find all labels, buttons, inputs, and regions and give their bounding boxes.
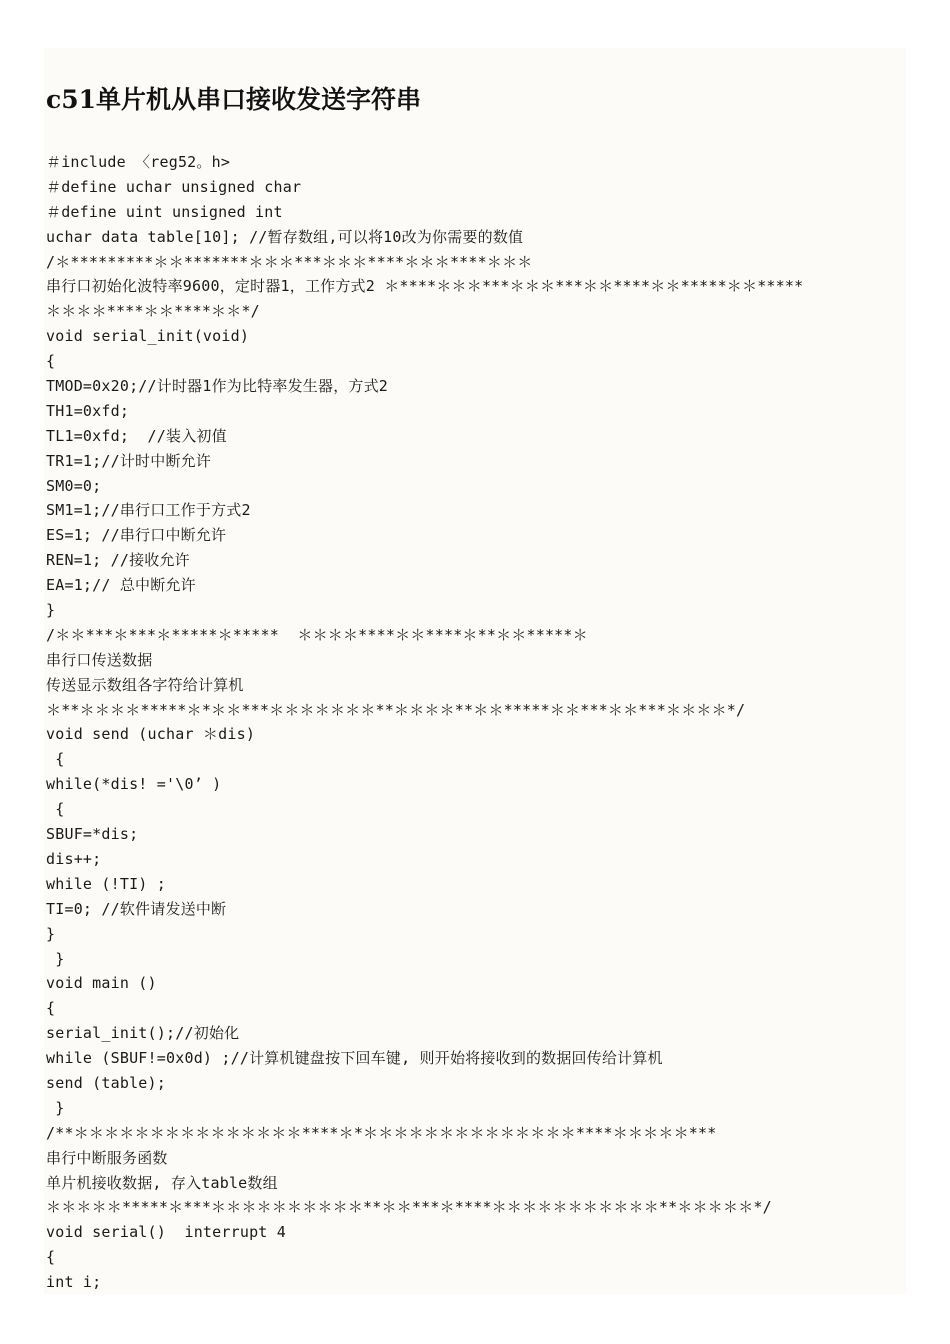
code-line: int i;	[46, 1273, 102, 1292]
code-line: TR1=1;//计时中断允许	[46, 451, 212, 470]
code-line: /**＊＊＊＊＊＊＊＊＊＊＊＊＊＊＊****＊*＊＊＊＊＊＊＊＊＊＊＊＊＊＊****＊＊＊＊＊***	[46, 1123, 717, 1142]
code-line: void serial_init(void)	[46, 327, 250, 346]
code-line: 串行口初始化波特率9600，定时器1，工作方式2 ＊****＊＊＊***＊＊＊***＊＊****＊＊*****＊＊*****	[46, 277, 804, 296]
code-line: SBUF=*dis;	[46, 825, 139, 844]
code-line: ＃include 〈reg52。h>	[46, 153, 231, 171]
code-block	[46, 150, 803, 1294]
code-line: {	[46, 999, 56, 1018]
code-line: EA=1;// 总中断允许	[46, 576, 196, 595]
code-line: TI=0; //软件请发送中断	[46, 899, 227, 918]
document-page	[44, 48, 906, 1294]
code-line: }	[46, 924, 56, 943]
code-line: 传送显示数组各字符给计算机	[46, 675, 244, 694]
code-line: SM1=1;//串行口工作于方式2	[46, 501, 251, 520]
code-line: void serial() interrupt 4	[46, 1223, 286, 1242]
code-line: }	[46, 949, 65, 968]
code-line: 串行中断服务函数	[46, 1148, 168, 1167]
code-line: while(*dis! ='\0’ )	[46, 775, 222, 794]
code-line: while (!TI) ;	[46, 874, 166, 893]
code-line: SM0=0;	[46, 476, 102, 495]
code-line: {	[46, 800, 65, 819]
code-line: }	[46, 601, 56, 620]
code-line: {	[46, 352, 56, 371]
document-title: c51单片机从串口接收发送字符串	[46, 85, 422, 114]
code-line: while (SBUF!=0x0d) ;//计算机键盘按下回车键, 则开始将接收到的数据回传给计算机	[46, 1049, 663, 1068]
code-line: REN=1; //接收允许	[46, 551, 190, 570]
code-line: ＊＊＊＊****＊＊****＊＊*/	[46, 302, 260, 321]
code-line: TMOD=0x20;//计时器1作为比特率发生器，方式2	[46, 377, 389, 396]
code-line: /＊*********＊＊*******＊＊＊***＊＊＊****＊＊＊****＊＊＊	[46, 252, 533, 271]
code-line: ＃define uint unsigned int	[46, 202, 283, 221]
code-line: serial_init();//初始化	[46, 1024, 240, 1043]
code-line: {	[46, 750, 65, 769]
code-line: TH1=0xfd;	[46, 401, 130, 420]
code-line: ＊**＊＊＊＊*****＊*＊＊***＊＊＊＊＊＊＊**＊＊＊＊**＊＊*****＊＊***＊＊***＊＊＊＊*/	[46, 700, 746, 719]
code-line: 串行口传送数据	[46, 650, 153, 669]
code-line: /＊＊***＊***＊*****＊***** ＊＊＊＊****＊＊****＊**＊＊*****＊	[46, 625, 588, 644]
code-line: ES=1; //串行口中断允许	[46, 526, 227, 545]
code-line: ＊＊＊＊＊*****＊***＊＊＊＊＊＊＊＊＊＊**＊＊***＊****＊＊＊＊＊＊＊＊＊＊＊**＊＊＊＊＊*/	[46, 1198, 772, 1217]
code-line: }	[46, 1098, 65, 1117]
code-line: uchar data table[10]; //暂存数组,可以将10改为你需要的数值	[46, 227, 524, 246]
code-line: send (table);	[46, 1073, 166, 1092]
code-line: 单片机接收数据, 存入table数组	[46, 1173, 278, 1192]
code-line: void send (uchar ＊dis)	[46, 725, 256, 744]
code-line: ＃define uchar unsigned char	[46, 177, 302, 196]
code-line: dis++;	[46, 849, 102, 868]
code-line: TL1=0xfd; //装入初值	[46, 426, 227, 445]
code-line: {	[46, 1248, 56, 1267]
code-line: void main ()	[46, 974, 157, 993]
